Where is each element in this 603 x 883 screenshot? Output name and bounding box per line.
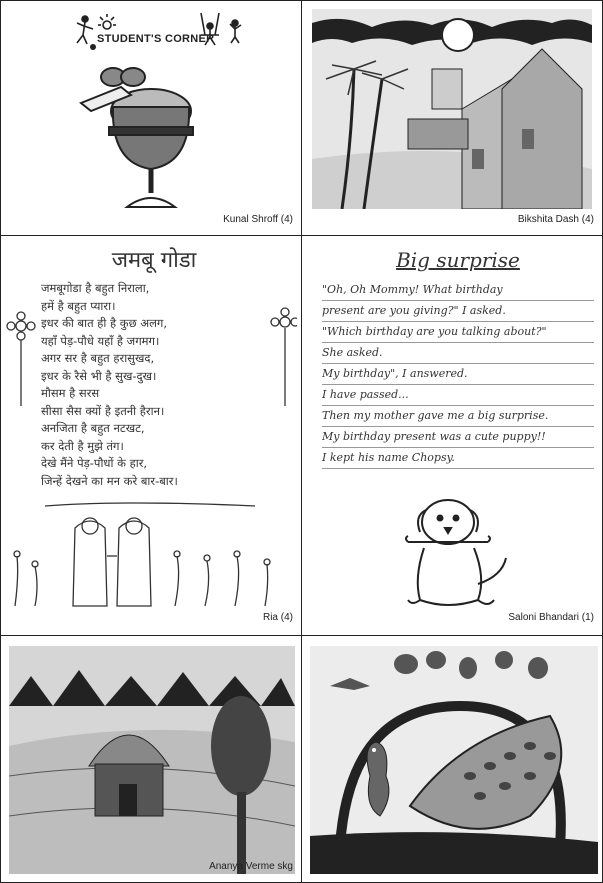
story-line: My birthday", I answered. [322, 364, 594, 385]
poem-line: इधर की बात ही है कुछ अलग, [41, 316, 168, 330]
story-line: "Oh, Oh Mommy! What birthday [322, 280, 594, 301]
poem-line: जिन्हें देखने का मन करे बार-बार। [41, 473, 178, 488]
poem-line: देखे मैंने पेड़-पौधों के हार, [41, 456, 148, 470]
entry-ria [0, 235, 302, 636]
poem-line: अगर सर है बहुत हरासुखद, [41, 351, 155, 365]
story-line: "Which birthday are you talking about?" [322, 322, 594, 343]
students-corner-header [73, 11, 253, 55]
poem-line: हमें है बहुत प्यारा। [41, 298, 116, 313]
entry-ananya-verme [0, 635, 302, 883]
caption: Kunal Shroff (4) [223, 214, 293, 225]
entry-bikshita-dash [301, 0, 603, 236]
poem-line: कर देती है मुझे तंग। [41, 438, 124, 453]
caption: Ananya Verme skg [209, 861, 293, 872]
poem-line: जमबूगोडा है बहुत निराला, [41, 281, 150, 295]
poem-line: मौसम है सरस [41, 386, 100, 400]
poem-line: अनजिता है बहुत नटखट, [41, 421, 145, 435]
drawing-puppy [398, 488, 528, 618]
story-line: Then my mother gave me a big surprise. [322, 406, 594, 427]
caption: Saloni Bhandari (1) [508, 612, 594, 623]
drawing-poem-decoration [5, 306, 297, 626]
entry-ansi-dholu [301, 635, 603, 883]
page-title: STUDENT'S CORNER [97, 33, 215, 45]
story-line: present are you giving?" I asked. [322, 301, 594, 322]
story-line: She asked. [322, 343, 594, 364]
story-title: Big surprise [396, 248, 520, 272]
drawing-ice-cream [71, 63, 221, 213]
story-line: I kept his name Chopsy. [322, 448, 594, 469]
story [322, 248, 594, 469]
story-line: I have passed... [322, 385, 594, 406]
story-line: My birthday present was a cute puppy!! [322, 427, 594, 448]
drawing-village-landscape [312, 9, 592, 209]
entry-kunal-shroff [0, 0, 302, 236]
drawing-hut-landscape [9, 646, 295, 874]
poem-line: इधर के रैसे भी है सुख-दुख। [41, 368, 157, 383]
poem-line: सीसा सैस क्यों है इतनी हैरान। [41, 403, 165, 418]
caption: Ria (4) [262, 612, 293, 623]
caption: Ansi Dholu skg [527, 861, 594, 872]
drawing-peacock [310, 646, 598, 874]
entry-saloni-bhandari [301, 235, 603, 636]
caption: Bikshita Dash (4) [517, 214, 594, 225]
poem-title: जमबू गोडा [111, 248, 197, 273]
poem-line: यहाँ पेड़-पौधे यहाँ है जगमग। [41, 333, 160, 348]
